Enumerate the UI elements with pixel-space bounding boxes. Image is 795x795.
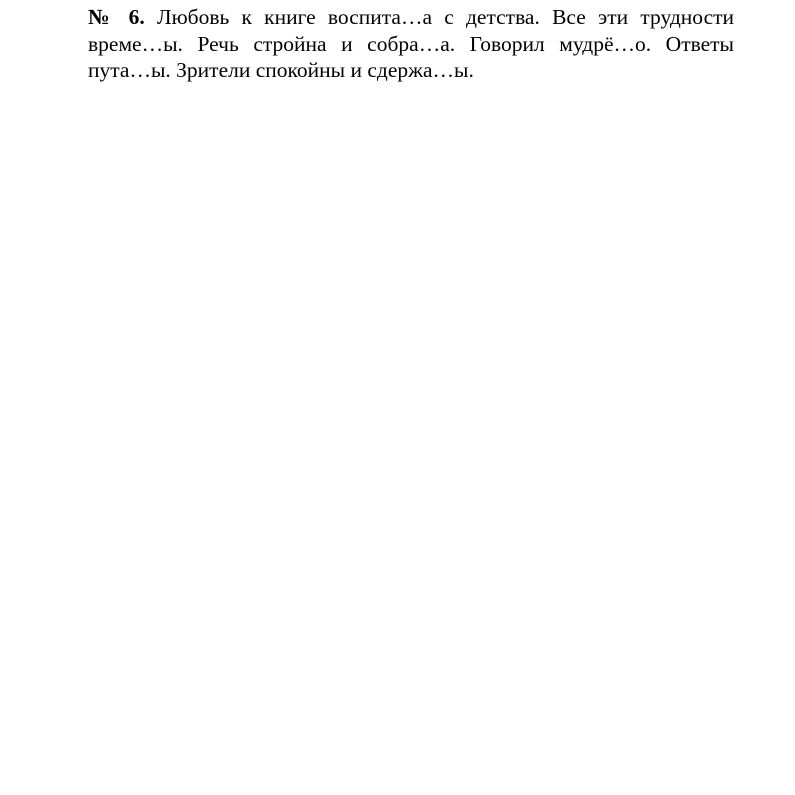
exercise-text: Любовь к книге воспита…а с детства. Все эти трудности време…ы. Речь стройна и собра…а. Говорил мудрё…о. Ответы пута…ы. Зрители спокойны и сдержа…ы. [88, 5, 735, 82]
exercise-paragraph [88, 4, 734, 84]
exercise-number: № 6. [88, 5, 145, 29]
